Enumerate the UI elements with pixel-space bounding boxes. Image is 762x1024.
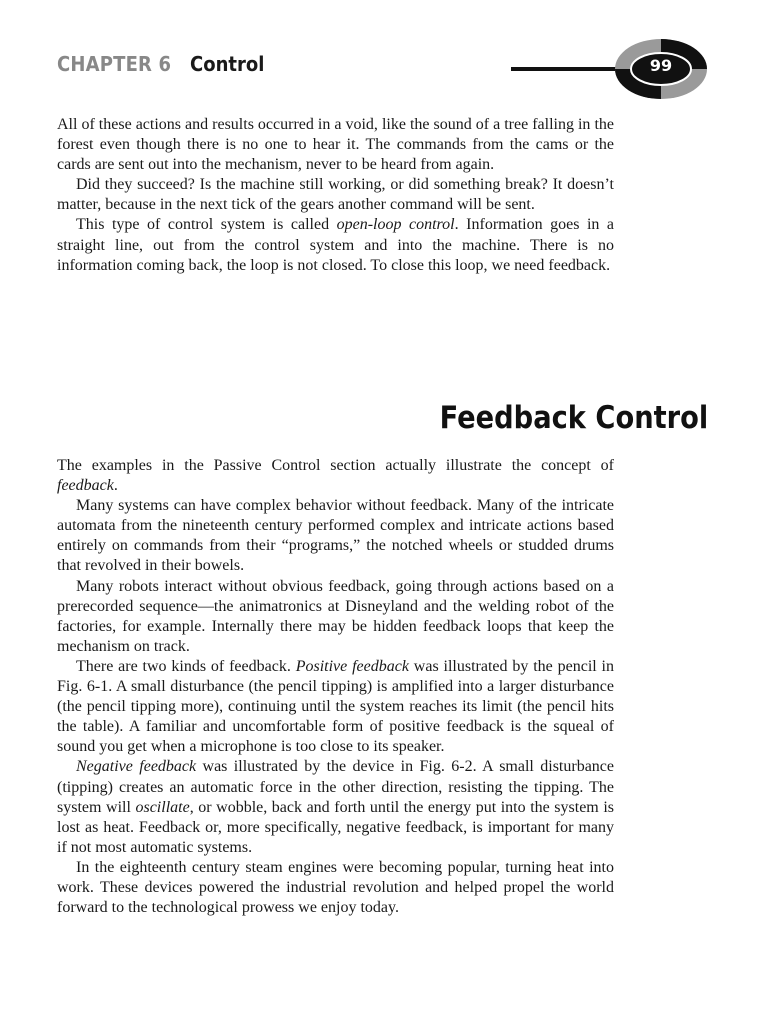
paragraph: All of these actions and results occurred in a void, like the sound of a tree falling in the forest even though there is no one to hear it. The commands from the cams or the cards are sent out into the mechanism, never to be heard from again. xyxy=(57,116,614,174)
chapter-label: CHAPTER 6 xyxy=(57,52,172,76)
paragraph: The examples in the Passive Control section actually illustrate the concept of feedback. xyxy=(57,457,614,495)
emphasis-term: Negative feedback xyxy=(76,758,197,776)
chapter-title: Control xyxy=(190,52,265,76)
emphasis-term: Positive feedback xyxy=(295,657,409,675)
paragraph: This type of control system is called open-loop control. Information goes in a straight line, out from the control system and into the machine. There is no information coming back, the loop is not closed. To close this loop, we need feedback. xyxy=(57,216,615,274)
running-header xyxy=(0,0,762,100)
section-text-block xyxy=(57,456,614,918)
emphasis-term: oscillate xyxy=(135,798,190,816)
paragraph: In the eighteenth century steam engines were becoming popular, turning heat into work. These devices powered the industrial revolution and helped propel the world forward to the technological prowess we enjoy today. xyxy=(57,858,614,917)
paragraph: Many robots interact without obvious feedback, going through actions based on a prerecorded sequence—the animatronics at Disneyland and the welding robot of the factories, for example. Internally there may be hidden feedback loops that keep the mechanism on track. xyxy=(57,577,614,655)
paragraph: There are two kinds of feedback. Positive feedback was illustrated by the pencil in Fig. 6-1. A small disturbance (the pencil tipping) is amplified into a larger disturbance (the pencil tipping more), continuing until the system reaches its limit (the pencil hits the table). A familiar and uncomfortable form of positive feedback is the squeal of sound you get when a microphone is too close to its speaker. xyxy=(57,657,615,756)
emphasis-term: feedback xyxy=(57,477,114,495)
emphasis-term: open-loop control xyxy=(336,216,455,234)
paragraph: Negative feedback was illustrated by the device in Fig. 6-2. A small disturbance (tipping) creates an automatic force in the other direction, resisting the tipping. The system will oscillate, or wobble, back and forth until the energy put into the system is lost as heat. Feedback or, more specifically, negative feedback, is important for many if not most automatic systems. xyxy=(57,758,615,856)
paragraph: Many systems can have complex behavior without feedback. Many of the intricate automata from the nineteenth century performed complex and intricate actions based entirely on commands from their “programs,” the notched wheels or studded drums that revolved in their bowels. xyxy=(57,497,614,575)
section-heading: Feedback Control xyxy=(439,400,708,436)
page-number: 99 xyxy=(649,56,673,75)
paragraph: Did they succeed? Is the machine still working, or did something break? It doesn’t matter, because in the next tick of the gears another command will be sent. xyxy=(57,176,614,214)
intro-text-block xyxy=(57,115,614,276)
